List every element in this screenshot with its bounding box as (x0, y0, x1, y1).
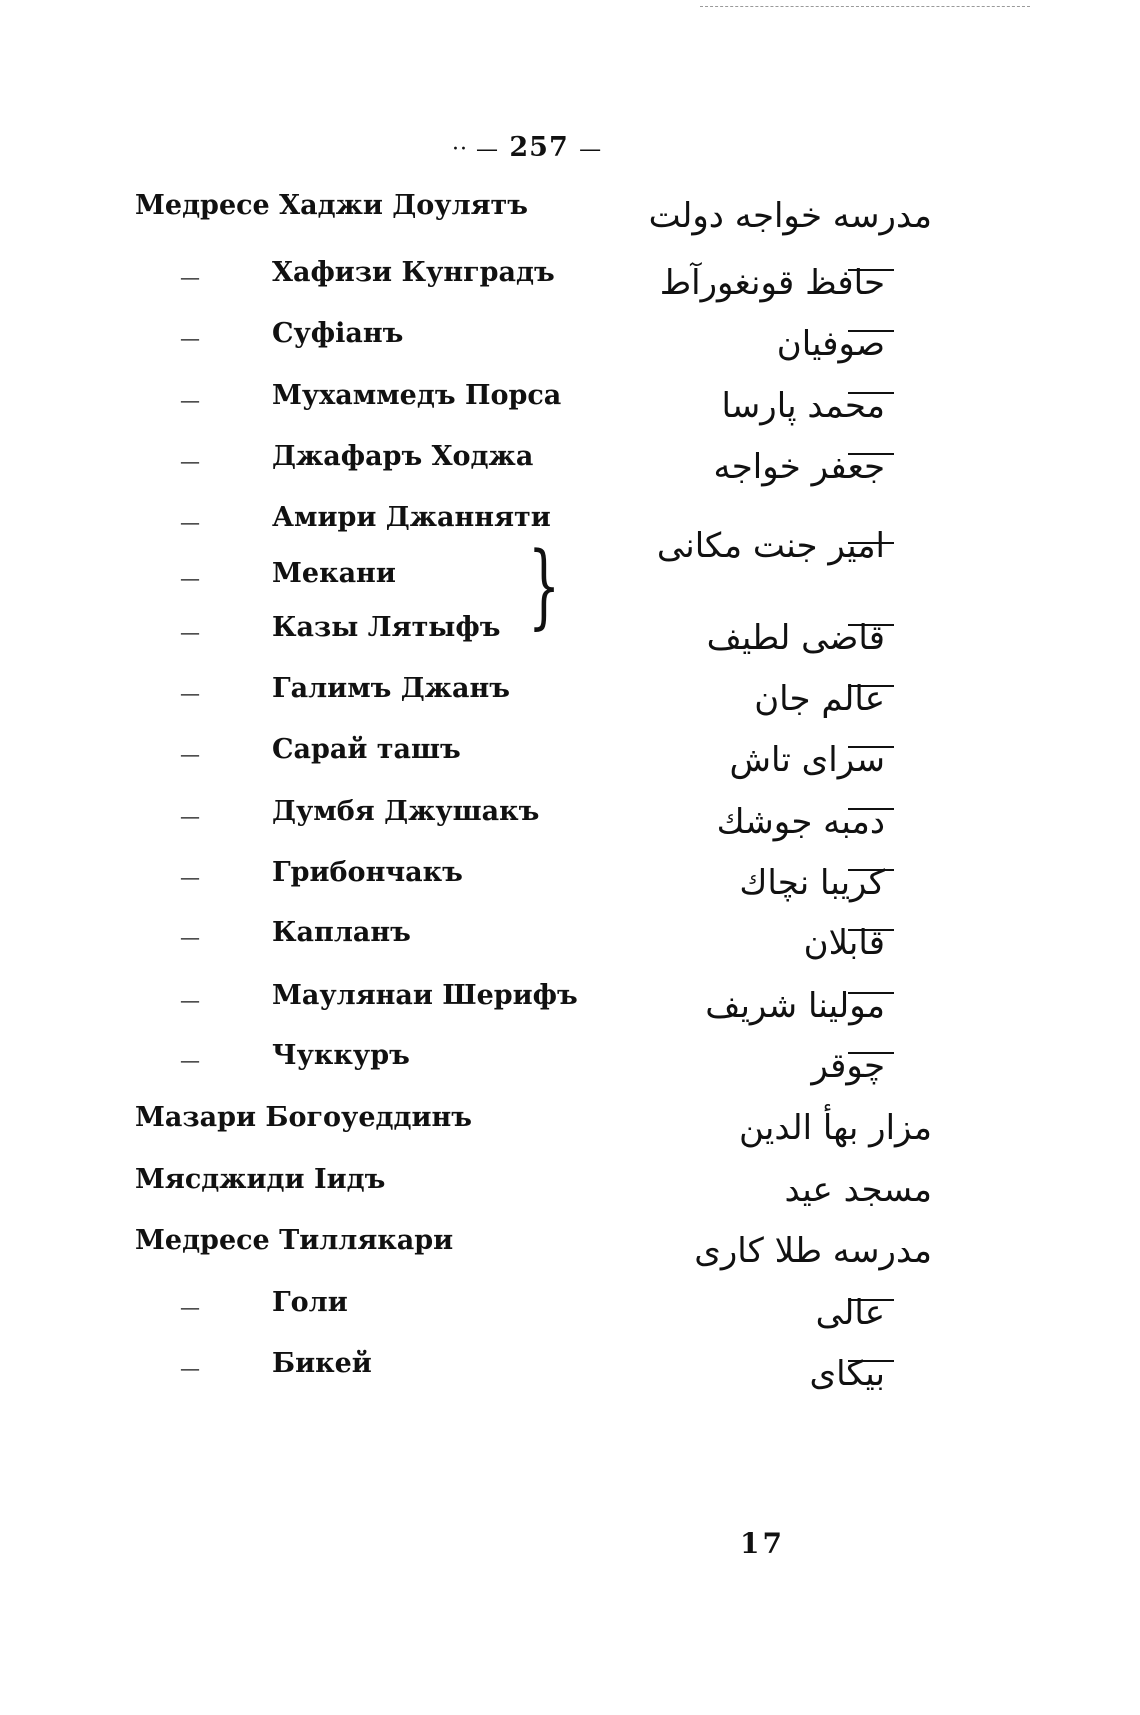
russian-name: Сарай ташъ (272, 734, 461, 765)
russian-name: Медресе Тиллякари (135, 1225, 454, 1256)
ditto-dash-right (848, 624, 894, 626)
ditto-dash-right (848, 392, 894, 394)
russian-name: Мухаммедъ Порса (272, 380, 562, 411)
list-item (0, 1164, 1140, 1210)
brace-mark: } (528, 532, 561, 639)
ditto-dash: — (180, 620, 200, 644)
russian-name: Мекани (272, 558, 396, 589)
russian-name: Думбя Джушакъ (272, 796, 540, 827)
ditto-dash: — (180, 566, 200, 590)
russian-name: Капланъ (272, 917, 411, 948)
ditto-dash-right (848, 992, 894, 994)
russian-name: Грибончакъ (272, 857, 463, 888)
ditto-dash: — (180, 388, 200, 412)
russian-name: Чуккуръ (272, 1040, 410, 1071)
russian-name: Галимъ Джанъ (272, 673, 511, 704)
ditto-dash-right (848, 929, 894, 931)
arabic-name: جعفر خواجه (713, 447, 885, 487)
ditto-dash-right (848, 542, 894, 544)
page-header (452, 132, 602, 163)
arabic-name: قابلان (803, 923, 885, 963)
list-item (0, 190, 1140, 236)
ditto-dash: — (180, 1295, 200, 1319)
list-item (0, 1102, 1140, 1148)
ditto-dash-right (848, 1299, 894, 1301)
ditto-dash-right (848, 1052, 894, 1054)
arabic-name: امیر جنت مکانی (656, 526, 885, 566)
russian-name: Хафизи Кунградъ (272, 257, 555, 288)
ditto-dash-right (848, 746, 894, 748)
russian-name: Медресе Хаджи Доулятъ (135, 190, 528, 221)
header-dash-right: — (579, 137, 603, 162)
russian-name: Мазари Богоуеддинъ (135, 1102, 472, 1133)
russian-name: Мясджиди Іидъ (135, 1164, 386, 1195)
ditto-dash: — (180, 925, 200, 949)
arabic-name: عالم جان (754, 679, 885, 719)
ditto-dash: — (180, 742, 200, 766)
arabic-name: حافظ قونغورآط (659, 263, 885, 303)
arabic-name: مولینا شریف (705, 986, 885, 1026)
arabic-name: سرای تاش (729, 740, 885, 780)
list-item (0, 502, 1140, 566)
arabic-name: محمد پارسا (721, 386, 885, 426)
russian-name: Маулянаи Шерифъ (272, 980, 578, 1011)
ditto-dash-right (848, 453, 894, 455)
list-item (0, 318, 1140, 364)
ditto-dash: — (180, 326, 200, 350)
ditto-dash: — (180, 804, 200, 828)
ditto-dash-right (848, 1360, 894, 1362)
arabic-name: قاضی لطیف (706, 618, 885, 658)
ditto-dash: — (180, 1048, 200, 1072)
ditto-dash-right (848, 685, 894, 687)
page-number: 257 (509, 132, 569, 163)
arabic-name: صوفیان (776, 324, 885, 364)
ditto-dash: — (180, 988, 200, 1012)
arabic-name: دمبه جوشك (716, 802, 885, 842)
list-item (0, 380, 1140, 426)
list-item (0, 917, 1140, 963)
russian-name: Голи (272, 1287, 348, 1318)
arabic-name: عالی (815, 1293, 885, 1333)
ditto-dash: — (180, 449, 200, 473)
list-item (0, 612, 1140, 658)
header-dash-left: ·· — (452, 137, 499, 162)
list-item (0, 673, 1140, 719)
list-item (0, 857, 1140, 903)
russian-name: Суфіанъ (272, 318, 404, 349)
list-item (0, 980, 1140, 1026)
ditto-dash: — (180, 510, 200, 534)
ditto-dash-right (848, 808, 894, 810)
ditto-dash-right (848, 269, 894, 271)
list-item (0, 257, 1140, 303)
arabic-name: مسجد عید (784, 1170, 932, 1210)
ditto-dash-right (848, 869, 894, 871)
arabic-name: مدرسه خواجه دولت (648, 196, 932, 236)
list-item (0, 1287, 1140, 1333)
arabic-name: مدرسه طلا کاری (694, 1231, 932, 1271)
ditto-dash: — (180, 265, 200, 289)
russian-name: Амири Джанняти (272, 502, 551, 533)
russian-name: Джафаръ Ходжа (272, 441, 534, 472)
signature-mark: 17 (740, 1527, 785, 1560)
list-item (0, 796, 1140, 842)
list-item (0, 734, 1140, 780)
arabic-name: کریبا نچاك (739, 863, 885, 903)
list-item (0, 441, 1140, 487)
ditto-dash: — (180, 681, 200, 705)
ditto-dash: — (180, 1356, 200, 1380)
list-item (0, 1348, 1140, 1394)
russian-name: Казы Лятыфъ (272, 612, 501, 643)
list-item (0, 1040, 1140, 1086)
russian-name: Бикей (272, 1348, 372, 1379)
list-item (0, 558, 1140, 598)
arabic-name: بیکای (809, 1354, 885, 1394)
list-item (0, 1225, 1140, 1271)
ditto-dash-right (848, 330, 894, 332)
top-rule (700, 6, 1030, 7)
ditto-dash: — (180, 865, 200, 889)
arabic-name: چوقر (811, 1046, 885, 1086)
arabic-name: مزار بهأ الدین (739, 1108, 932, 1148)
